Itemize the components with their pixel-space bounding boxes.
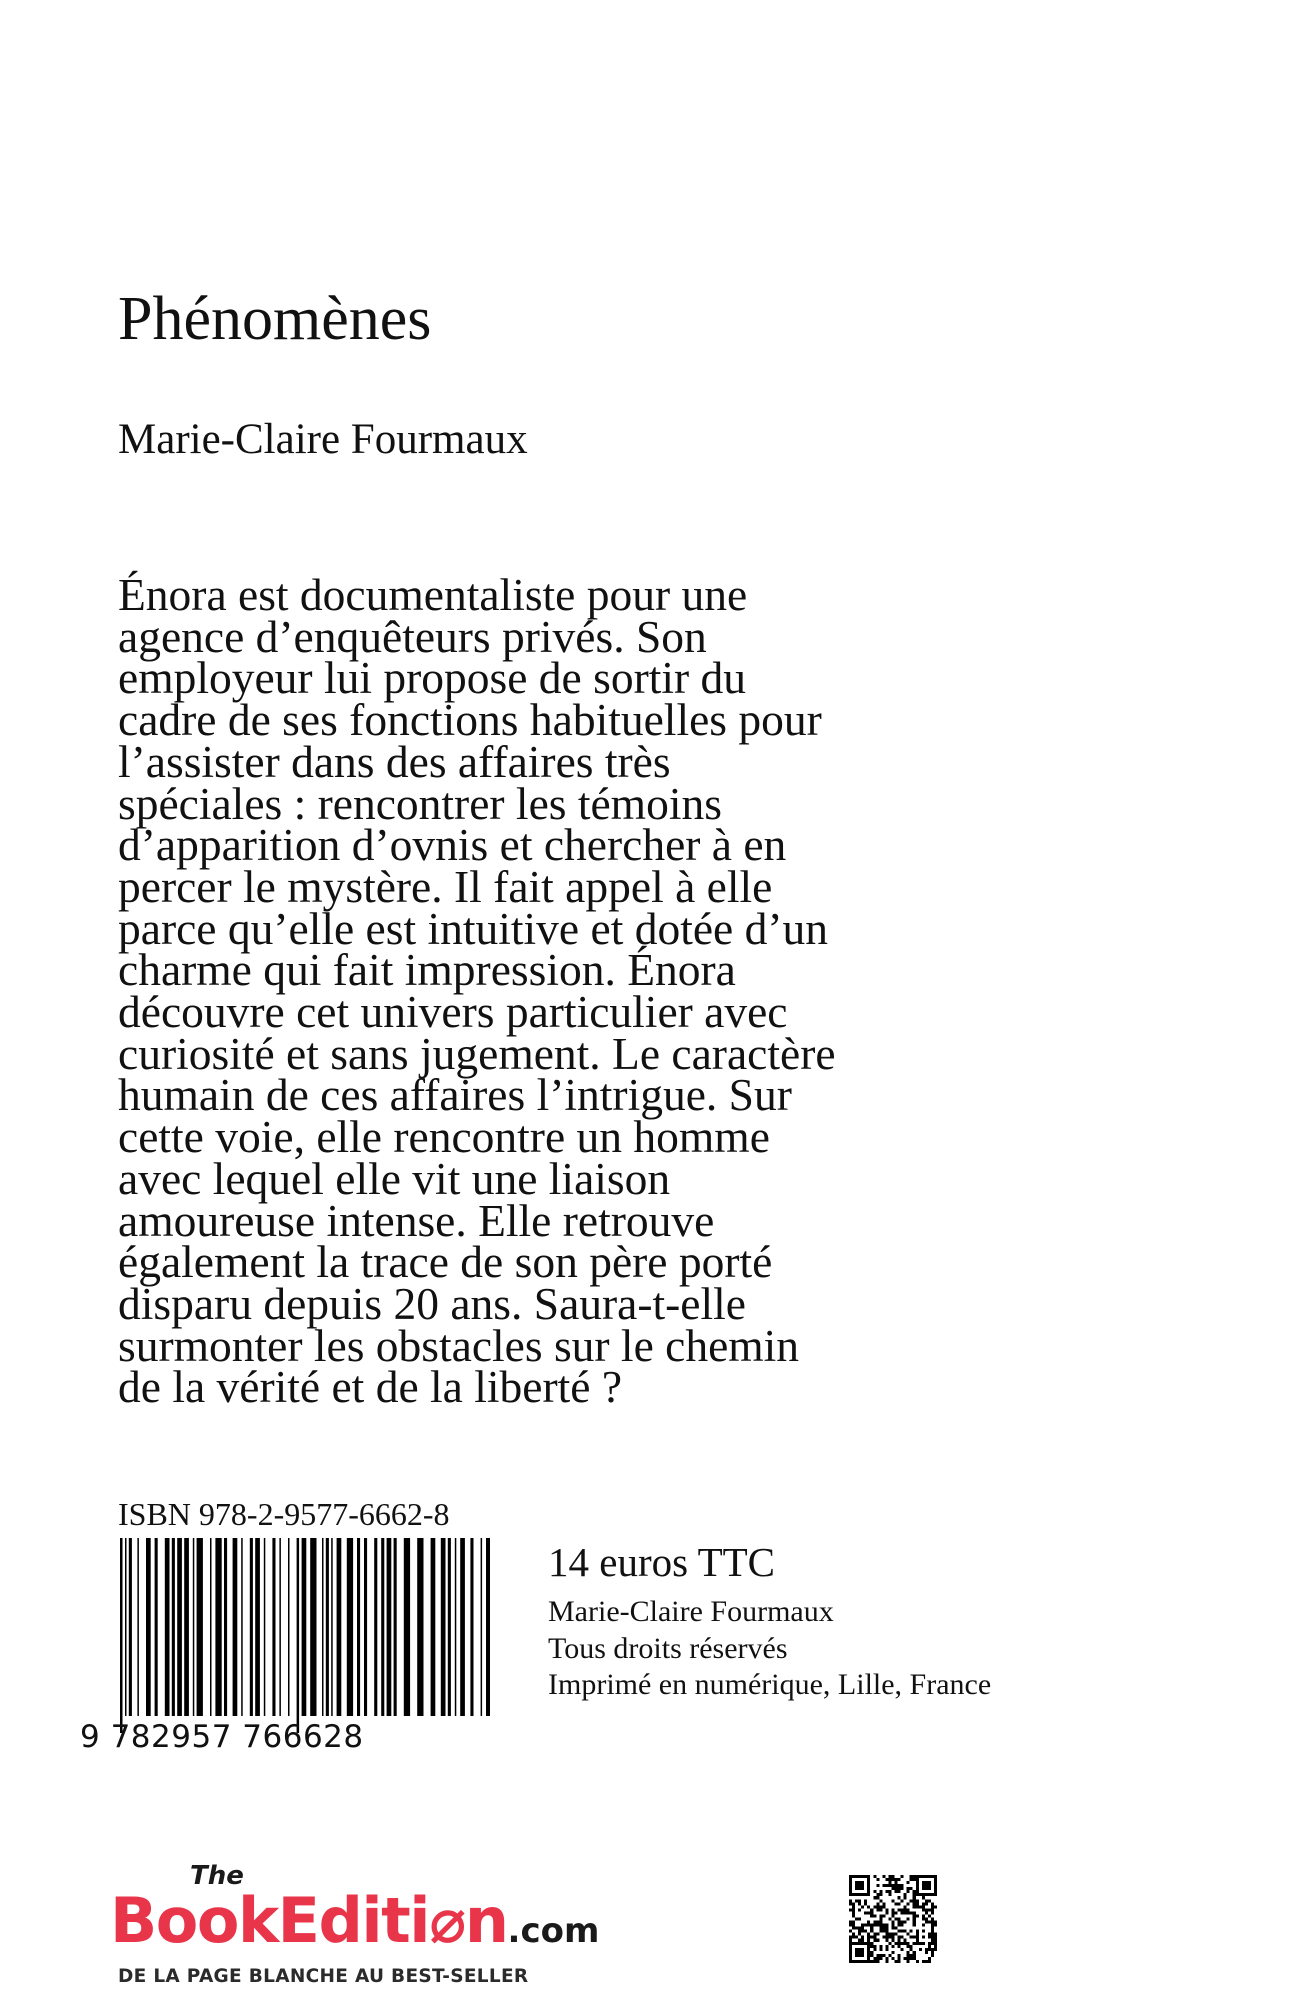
barcode-bar: [331, 1538, 333, 1716]
blurb-line: parce qu’elle est intuitive et dotée d’un: [118, 902, 829, 954]
barcode-bar: [431, 1538, 436, 1716]
imprint-printing: Imprimé en numérique, Lille, France: [548, 1668, 992, 1701]
barcode-bar: [337, 1538, 342, 1716]
barcode-bar: [255, 1538, 260, 1716]
blurb-line: Énora est documentaliste pour une: [118, 569, 748, 620]
barcode-bar: [302, 1538, 307, 1716]
blurb-line: de la vérité et de la liberté ?: [118, 1361, 623, 1413]
logo-name-end: n: [464, 1884, 508, 1957]
barcode-bar: [364, 1538, 367, 1716]
barcode-bar: [155, 1538, 158, 1716]
barcode-bar: [137, 1538, 139, 1716]
svg-text:BookEditi⌀n.com: [110, 1884, 599, 1957]
blurb-line: employeur lui propose de sortir du: [118, 652, 747, 704]
barcode-bar: [357, 1538, 360, 1716]
barcode-bar: [120, 1538, 123, 1733]
blurb-line: surmonter les obstacles sur le chemin: [118, 1319, 800, 1371]
barcode-bar: [448, 1538, 451, 1716]
blurb-line: humain de ces affaires l’intrigue. Sur: [118, 1069, 792, 1121]
barcode-bar: [224, 1538, 227, 1716]
blurb-line: disparu depuis 20 ans. Saura-t-elle: [118, 1277, 746, 1329]
barcode-bar: [417, 1538, 423, 1716]
blurb-line: curiosité et sans jugement. Le caractère: [118, 1027, 836, 1079]
barcode-bar: [165, 1538, 170, 1716]
blurb-line: agence d’enquêteurs privés. Son: [118, 610, 707, 662]
barcode-bar: [279, 1538, 281, 1716]
blurb-line: cadre de ses fonctions habituelles pour: [118, 694, 822, 746]
barcode-bar: [394, 1538, 397, 1716]
blurb-line: l’assister dans des affaires très: [118, 735, 671, 787]
blurb-line: spéciales : rencontrer les témoins: [118, 777, 722, 829]
barcode-bar: [146, 1538, 151, 1716]
barcode-bar: [272, 1538, 275, 1716]
barcode-bar: [241, 1538, 243, 1716]
barcode-bar: [264, 1538, 266, 1716]
book-author: Marie-Claire Fourmaux: [118, 416, 528, 463]
barcode-bar: [347, 1538, 353, 1716]
barcode-bar: [322, 1538, 324, 1716]
logo-name: BookEditi: [110, 1884, 430, 1957]
barcode-bar: [326, 1538, 329, 1716]
book-title: Phénomènes: [118, 285, 432, 353]
barcode: [118, 1538, 490, 1733]
blurb-line: avec lequel elle vit une liaison: [118, 1152, 671, 1204]
barcode-bar: [441, 1538, 446, 1716]
barcode-bar: [481, 1538, 483, 1716]
isbn-label: ISBN 978-2-9577-6662-8: [118, 1496, 450, 1532]
barcode-bar: [129, 1538, 132, 1716]
blurb-line: cette voie, elle rencontre un homme: [118, 1111, 770, 1163]
barcode-bar: [250, 1538, 253, 1716]
imprint-rights: Tous droits réservés: [548, 1631, 788, 1665]
logo-the: The: [190, 1862, 244, 1891]
book-blurb: [118, 569, 1118, 1413]
barcode-bar: [288, 1538, 290, 1716]
barcode-bar: [297, 1538, 300, 1733]
barcode-bar: [177, 1538, 182, 1716]
barcode-bar: [404, 1538, 410, 1716]
barcode-bar: [197, 1538, 203, 1716]
blurb-line: percer le mystère. Il fait appel à elle: [118, 860, 773, 912]
blurb-line: découvre cet univers particulier avec: [118, 986, 788, 1038]
barcode-bar: [460, 1538, 465, 1716]
imprint-info: [548, 1594, 991, 1704]
barcode-bar: [210, 1538, 212, 1716]
barcode-bar: [125, 1538, 127, 1716]
barcode-bar: [172, 1538, 175, 1716]
barcode-bar: [486, 1538, 490, 1716]
qr-code-icon: [849, 1875, 937, 1963]
price: 14 euros TTC: [548, 1539, 776, 1585]
barcode-bar: [193, 1538, 195, 1716]
barcode-bar: [233, 1538, 238, 1716]
barcode-bar: [470, 1538, 473, 1716]
blurb-line: d’apparition d’ovnis et chercher à en: [118, 819, 787, 871]
barcode-bar: [381, 1538, 384, 1716]
imprint-author: Marie-Claire Fourmaux: [548, 1595, 834, 1628]
blurb-line: également la trace de son père porté: [118, 1236, 773, 1288]
barcode-bar: [374, 1538, 377, 1716]
blurb-line: charme qui fait impression. Énora: [118, 944, 736, 996]
barcode-bar: [455, 1538, 457, 1716]
barcode-bar: [310, 1538, 316, 1716]
barcode-bar: [184, 1538, 189, 1716]
logo-domain: .com: [507, 1911, 600, 1951]
blurb-line: amoureuse intense. Elle retrouve: [118, 1194, 715, 1246]
barcode-bar: [387, 1538, 392, 1716]
barcode-bar: [215, 1538, 221, 1716]
logo-feather-icon: ⌀: [429, 1884, 465, 1957]
publisher-tagline: DE LA PAGE BLANCHE AU BEST-SELLER: [118, 1966, 529, 1987]
barcode-digits: 9 782957 766628: [80, 1719, 364, 1755]
publisher-logo: [110, 1862, 700, 1962]
